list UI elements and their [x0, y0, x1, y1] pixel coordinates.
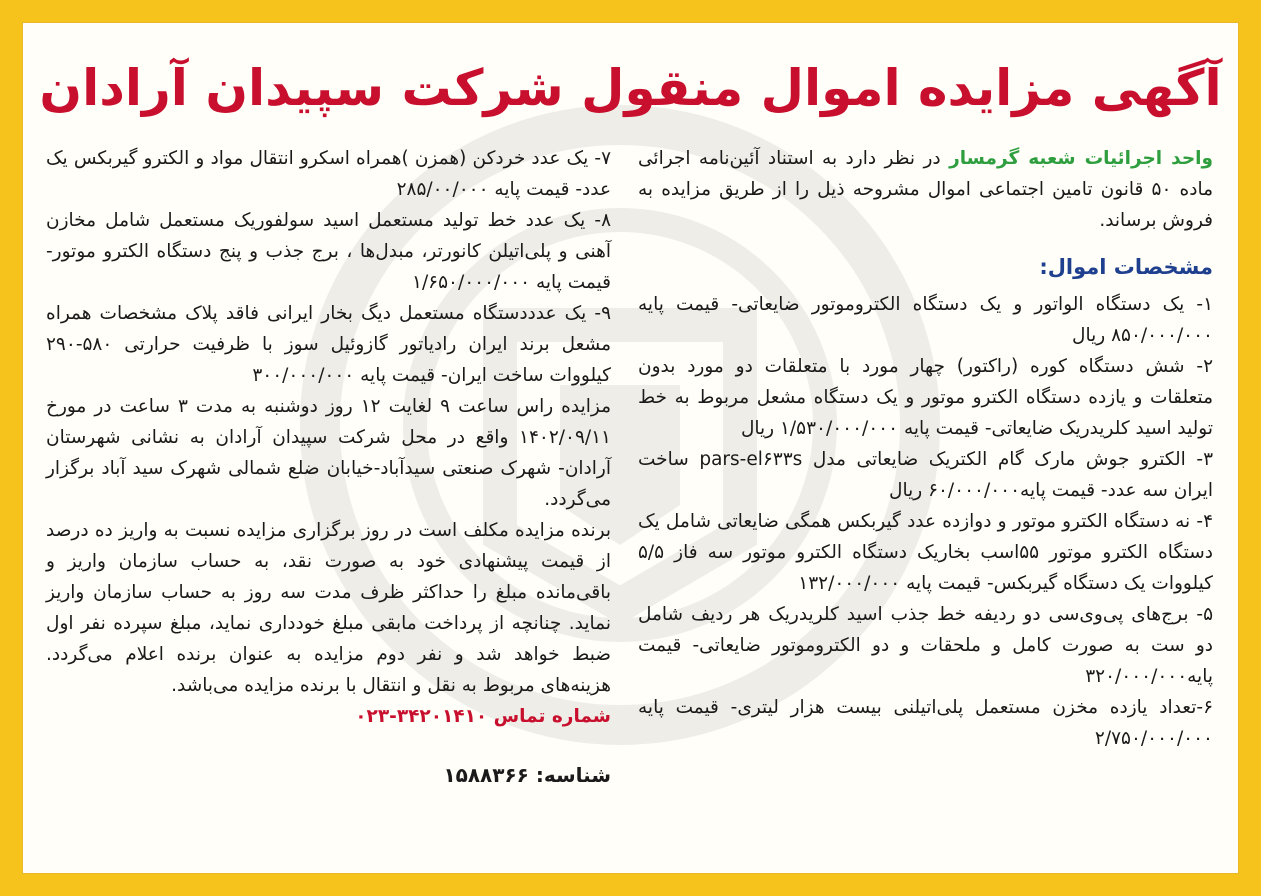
auction-time-paragraph: مزایده راس ساعت ۹ لغایت ۱۲ روز دوشنبه به مدت ۳ ساعت در مورخ ۱۴۰۲/۰۹/۱۱ واقع در محل شرکت سپیدان آرادان به نشانی شهرستان آرادان- شهرک صنعتی سیدآباد-خیابان ضلع شمالی شهرک سید آباد برگزار می‌گردد. — [46, 396, 611, 510]
page-title: آگهی مزایده اموال منقول شرکت سپیدان آرادان — [39, 59, 1222, 117]
list-item: ۴- نه دستگاه الکترو موتور و دوازده عدد گیربکس همگی ضایعاتی شامل یک دستگاه الکترو موتور ۵۵اسب بخاریک دستگاه الکترو موتور سه فاز ۵/۵ کیلووات یک دستگاه گیربکس- قیمت پایه ۱۳۲/۰۰۰/۰۰۰ — [638, 511, 1213, 594]
intro-paragraph — [638, 143, 1213, 236]
intro-text: در نظر دارد به استناد آئین‌نامه اجرائی ماده ۵۰ قانون تامین اجتماعی اموال مشروحه ذیل را از طریق مزایده به فروش برساند. — [638, 148, 1214, 231]
left-column — [46, 143, 611, 791]
list-item: ۳- الکترو جوش مارک گام الکتریک ضایعاتی مدل pars-el۶۳۳s ساخت ایران سه عدد- قیمت پایه۶۰/۰۰۰/۰۰۰ ریال — [638, 449, 1213, 501]
contact-number: شماره تماس ۳۴۲۰۱۴۱۰-۰۲۳ — [355, 706, 611, 727]
list-item: ۲- شش دستگاه کوره (راکتور) چهار مورد با متعلقات دو مورد بدون متعلقات و یازده دستگاه الکترو موتور و یک دستگاه مشعل مربوط به خط تولید اسید کلریدریک ضایعاتی- قیمت پایه ۱/۵۳۰/۰۰۰/۰۰۰ ریال — [638, 356, 1213, 439]
list-item: ۱- یک دستگاه الواتور و یک دستگاه الکتروموتور ضایعاتی- قیمت پایه ۸۵۰/۰۰۰/۰۰۰ ریال — [638, 294, 1213, 346]
specs-heading: مشخصات اموال: — [1039, 255, 1213, 279]
list-item: ۸- یک عدد خط تولید مستعمل اسید سولفوریک مستعمل شامل مخازن آهنی و پلی‌اتیلن کانورتر، مبدل‌ها ، برج جذب و پنج دستگاه الکترو موتور- قیمت پایه ۱/۶۵۰/۰۰۰/۰۰۰ — [46, 210, 611, 293]
winner-terms-paragraph: برنده مزایده مکلف است در روز برگزاری مزایده نسبت به واریز ده درصد از قیمت پیشنهادی خود به صورت نقد، به حساب سازمان واریز و باقی‌مانده مبلغ را حداکثر ظرف مدت سه روز به حساب سازمان واریز نماید. چنانچه از پرداخت مابقی مبلغ خودداری نماید، مبلغ سپرده نفر اول ضبط خواهد شد و نفر دوم مزایده به عنوان برنده اعلام می‌گردد. هزینه‌های مربوط به نقل و انتقال با برنده مزایده می‌باشد. — [46, 520, 611, 696]
right-column — [638, 143, 1213, 754]
list-item: ۶-تعداد یازده مخزن مستعمل پلی‌اتیلنی بیست هزار لیتری- قیمت پایه ۲/۷۵۰/۰۰۰/۰۰۰ — [638, 697, 1213, 749]
list-item: ۷- یک عدد خردکن (همزن )همراه اسکرو انتقال مواد و الکترو گیربکس یک عدد- قیمت پایه ۲۸۵/۰۰/۰۰۰ — [46, 148, 611, 200]
executive-unit: واحد اجرائیات شعبه گرمسار — [949, 148, 1213, 169]
ad-id: شناسه: ۱۵۸۸۳۶۶ — [443, 763, 611, 787]
list-item: ۹- یک عدددستگاه مستعمل دیگ بخار ایرانی فاقد پلاک مشخصات همراه مشعل برند ایران رادیاتور گازوئیل سوز با ظرفیت حرارتی ۵۸۰-۲۹۰ کیلووات ساخت ایران- قیمت پایه ۳۰۰/۰۰۰/۰۰۰ — [46, 303, 611, 386]
list-item: ۵- برج‌های پی‌وی‌سی دو ردیفه خط جذب اسید کلریدریک هر ردیف شامل دو ست به صورت کامل و ملحقات و دو الکتروموتور ضایعاتی- قیمت پایه۳۲۰/۰۰۰/۰۰۰ — [638, 604, 1213, 687]
